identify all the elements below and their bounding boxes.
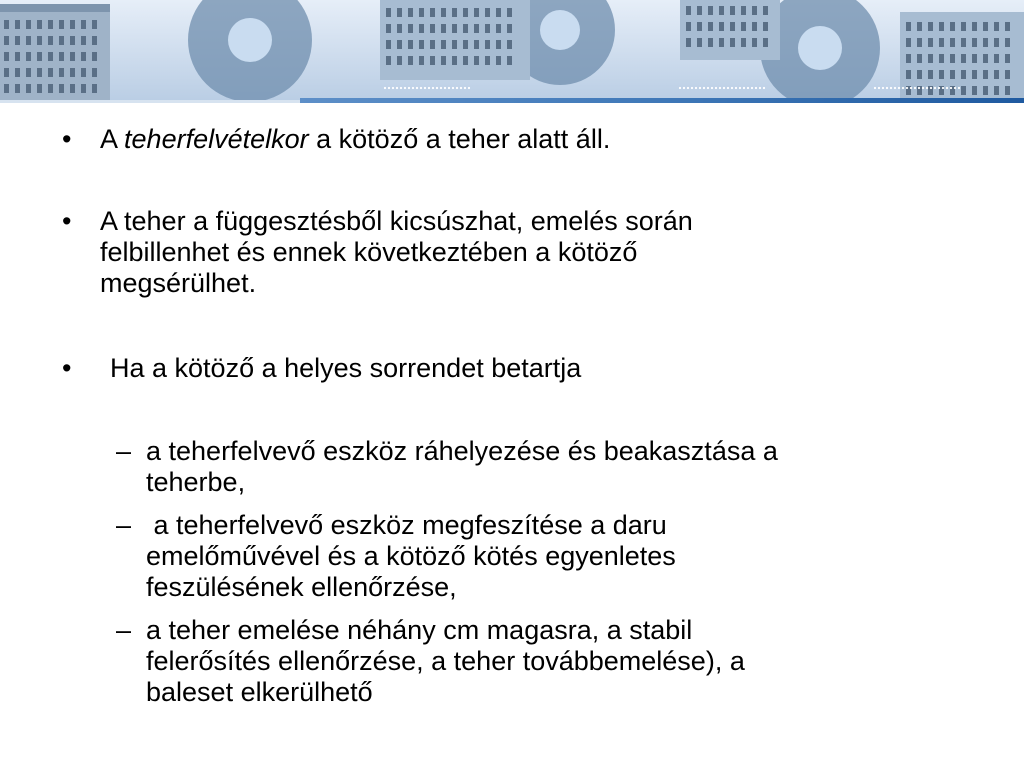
bullet-text: Ha a kötöző a helyes sorrendet betartja: [110, 353, 582, 383]
bullet-mark: •: [62, 206, 72, 236]
sub-item-text: a teherfelvevő eszköz ráhelyezése és beakasztása a teherbe,: [146, 436, 778, 497]
sub-item-text: a teherfelvevő eszköz megfeszítése a daru emelőművével és a kötöző kötés egyenletes feszülésének ellenőrzése,: [146, 510, 676, 602]
bullet-item-3: [62, 353, 962, 384]
bullet-mark: •: [62, 124, 72, 154]
bullet-emphasis: teherfelvételkor: [124, 124, 309, 154]
bullet-text: A teher a függesztésből kicsúszhat, emelés során felbillenhet és ennek következtében a kötöző megsérülhet.: [100, 206, 693, 298]
sub-item-text: a teher emelése néhány cm magasra, a stabil felerősítés ellenőrzése, a teher továbbemelése), a baleset elkerülhető: [146, 615, 745, 707]
sub-item-2: [116, 510, 976, 603]
sub-item-3: [116, 615, 976, 708]
dash-mark: –: [116, 510, 132, 540]
bullet-item-1: [62, 124, 962, 155]
bullet-item-2: [62, 206, 962, 299]
sub-item-1: [116, 436, 976, 498]
bullet-mark: •: [62, 353, 72, 383]
bullet-text: A teherfelvételkor a kötöző a teher alatt áll.: [100, 124, 611, 154]
dash-mark: –: [116, 615, 132, 645]
dash-mark: –: [116, 436, 132, 466]
